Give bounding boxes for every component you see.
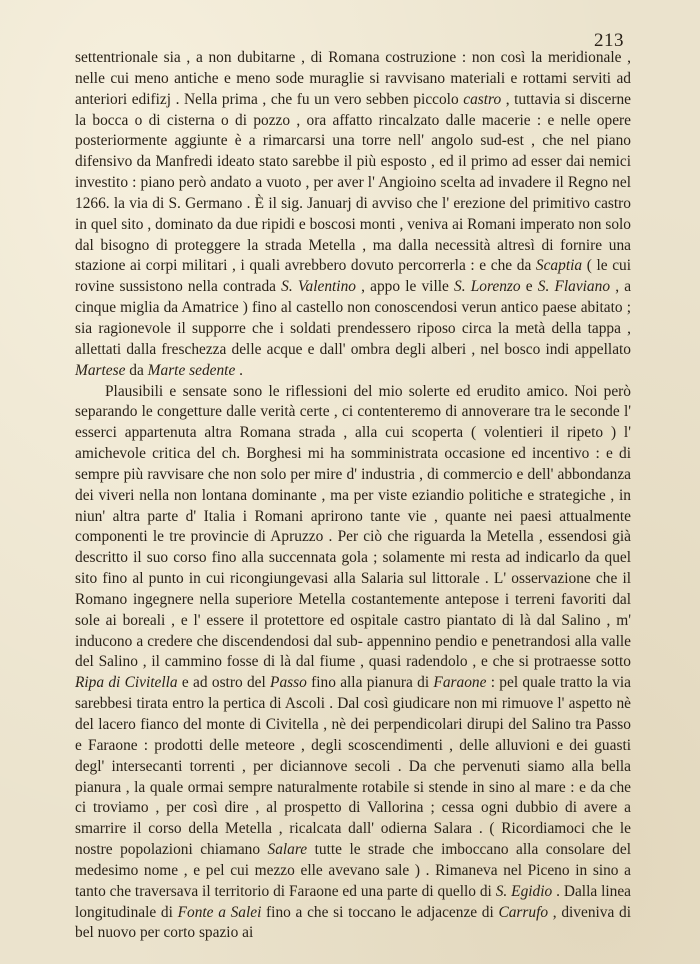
text-run: fino alla pianura di	[306, 674, 434, 692]
text-run: , a cinque miglia da Amatrice ) fino al castello non conoscendosi verun antico paese abitato ; sia ragionevole il supporre che i soldati prendessero riposo circa la metà della tappa , allettati dalla freschezza delle acque e dall' ombra degli alberi , nel bosco indi appellato	[75, 278, 632, 358]
italic-text: Faraone	[433, 674, 487, 692]
text-run: settentrionale sia , a non dubitarne , di Romana costruzione : non così la meridionale , nelle cui meno antiche e meno sode muraglie si ravvisano materiali e rottami serviti ad anteriori edifizj . Nella prima , che fu un vero sebben piccolo	[75, 49, 631, 108]
italic-text: Marte sedente	[147, 361, 236, 379]
italic-text: S. Flaviano	[537, 278, 611, 296]
text-run: , appo le ville	[355, 278, 454, 296]
italic-text: S. Lorenzo	[454, 278, 521, 296]
italic-text: S. Egidio	[495, 882, 553, 900]
text-run: e ad ostro del	[177, 674, 271, 692]
italic-text: Carrufo	[498, 903, 549, 921]
text-run: , tuttavia si discerne la bocca o di cisterna o di pozzo , ora affatto rincalzato dalle macerie : e nelle opere posteriormente aggiunte è a rimarcarsi una torre nell' angolo sud-est , che nel piano difensivo da Manfredi ideato stato sarebbe il più esposto , ed il primo ad esser dai nemici investito : piano però andato a vuoto , per aver l' Angioino scelta ad invadere il Regno nel 1266. la via di S. Germano . È il sig. Januarj di avviso che l' erezione del primitivo castro in quel sito , dominato da due ripidi e boscosi monti , veniva ai Romani imperato non solo dal bisogno di proteggere la strada Metella , ma dalla necessità altresì di fornire una stazione ai corpi militari , i quali avrebbero dovuto percorrerla : e che da	[75, 90, 631, 275]
italic-text: Martese	[75, 361, 126, 379]
italic-text: S. Valentino	[281, 278, 356, 296]
italic-text: Ripa di Civitella	[75, 674, 178, 692]
text-run: Plausibili e sensate sono le riflessioni del mio solerte ed erudito amico. Noi però separando le congetture dalle verità certe , ci contenteremo di annoverare tra le seconde l' esserci appartenuta altra Romana strada , alla cui scoperta ( volentieri il ripeto ) l' amichevole critica del ch. Borghesi mi ha somministrata occasione ed incentivo : e di sempre più ravvisare che non solo per mire d' industria , di commercio e dell' abbondanza dei viveri nella non lontana dominante , ma per viste eziandio politiche e strategiche , in niun' altra parte d' Italia i Romani aprirono tante vie , quante nei paesi attualmente componenti le tre provincie di Apruzzo . Per ciò che riguarda la Metella , essendosi già descritto il suo corso fino alla succennata gola ; solamente mi resta ad indicarlo da quel sito fino al punto in cui ricongiungevasi alla Salaria sul littorale . L' osservazione che il Romano ingegnere nella superiore Metella costantemente antepose i terreni favoriti dal sole ai boreali , e l' essere il protettore ed ospitale castro piantato di là dal Salino , m' inducono a credere che discendendosi dal sub- appennino pendio e penetrandosi alla valle del Salino , il cammino fosse di là dal fiume , quasi radendolo , e che si protraesse sotto	[75, 382, 631, 671]
italic-text: Passo	[270, 674, 307, 692]
text-run: ( le cui rovine sussistono nella contrada	[75, 257, 631, 296]
text-run: .	[235, 361, 243, 379]
text-run: fino a che si toccano le adjacenze di	[261, 903, 499, 921]
paragraph	[75, 48, 631, 382]
page-number: 213	[594, 30, 624, 51]
text-run: , diveniva di bel nuovo per corto spazio ai	[75, 903, 631, 942]
text-run: e	[520, 278, 538, 296]
text-run: . Dalla linea longitudinale di	[75, 882, 631, 921]
italic-text: Fonte a Salei	[177, 903, 262, 921]
text-run: tutte le strade che imboccano alla consolare del medesimo nome , e pel cui mezzo elle avevano sale ) . Rimaneva nel Piceno in sino a tanto che traversava il territorio di Faraone ed una parte di quello di	[75, 841, 631, 900]
italic-text: Salare	[267, 841, 308, 859]
body-text	[75, 48, 631, 944]
italic-text: castro	[463, 90, 502, 108]
italic-text: Scaptia	[535, 257, 583, 275]
text-run: : pel quale tratto la via sarebbesi tirata entro la pertica di Ascoli . Dal così giudicare non mi rimuove l' aspetto nè del lacero fianco del monte di Civitella , nè dei perpendicolari dirupi del Salino tra Passo e Faraone : prodotti delle meteore , degli scoscendimenti , delle alluvioni e dei guasti degl' intersecanti torrenti , per diciannove secoli . Da che pervenuti siamo alla bella pianura , la quale ormai sempre naturalmente rotabile si stende in sino al mare : e da che ci troviamo , per così dire , al prospetto di Vallorina ; cessa ogni dubbio di avere a smarrire il corso della Metella , ricalcata dall' odierna Salara . ( Ricordiamoci che le nostre popolazioni chiamano	[75, 674, 631, 859]
paragraph	[75, 382, 631, 945]
text-run: da	[125, 361, 148, 379]
